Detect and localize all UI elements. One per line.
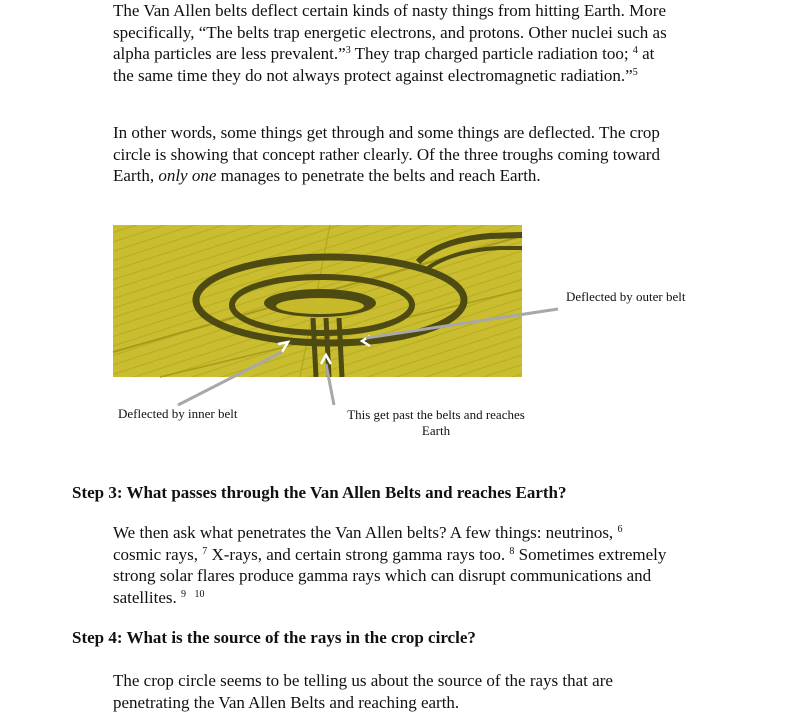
footnote-ref[interactable]: 5 — [632, 66, 638, 78]
footnote-ref[interactable]: 4 — [632, 45, 638, 56]
emphasis-only-one: only one — [158, 166, 217, 185]
footnote-ref[interactable]: 8 — [509, 545, 515, 557]
crop-circle-photo — [113, 225, 522, 377]
paragraph-in-other-words: In other words, some things get through and some things are deflected. The crop circle is showing that concept rather clearly. Of the three troughs coming toward Earth, only one manages to penetrate the belts and reach Earth. — [113, 123, 660, 185]
caption-deflected-inner: Deflected by inner belt — [118, 406, 238, 421]
paragraph-van-allen-deflect: The Van Allen belts deflect certain kinds of nasty things from hitting Earth. More specifically, “The belts trap energetic electrons, and protons. Other nuclei such as alpha particles are less prevalent.”$^3$ They trap charged particle radiation too; $^4$ at the same time they do not always protect against electromagnetic radiation.”$^5$ — [113, 1, 667, 85]
caption-deflected-outer: Deflected by outer belt — [566, 289, 686, 304]
paragraph-step4: The crop circle seems to be telling us about the source of the rays that are penetrating the Van Allen Belts and reaching earth. — [113, 671, 613, 712]
paragraph-step3: We then ask what penetrates the Van Allen belts? A few things: neutrinos, $^6$ cosmic rays, $^7$ X-rays, and certain strong gamma rays too. $^8$ Sometimes extremely strong solar flares produce gamma rays which can disrupt communications and satellites. $^9$ $^{10}$ — [113, 523, 667, 607]
footnote-ref[interactable]: 7 — [202, 545, 208, 557]
footnote-ref[interactable]: 10 — [194, 588, 205, 600]
step3-heading: Step 3: What passes through the Van Allen Belts and reaches Earth? — [72, 483, 567, 502]
footnote-ref[interactable]: 9 — [180, 588, 186, 600]
footnote-ref[interactable]: 3 — [345, 45, 351, 56]
footnote-ref[interactable]: 6 — [617, 524, 623, 535]
step4-heading: Step 4: What is the source of the rays in the crop circle? — [72, 628, 476, 647]
caption-passes-through: This get past the belts and reaches Earth — [347, 407, 525, 438]
